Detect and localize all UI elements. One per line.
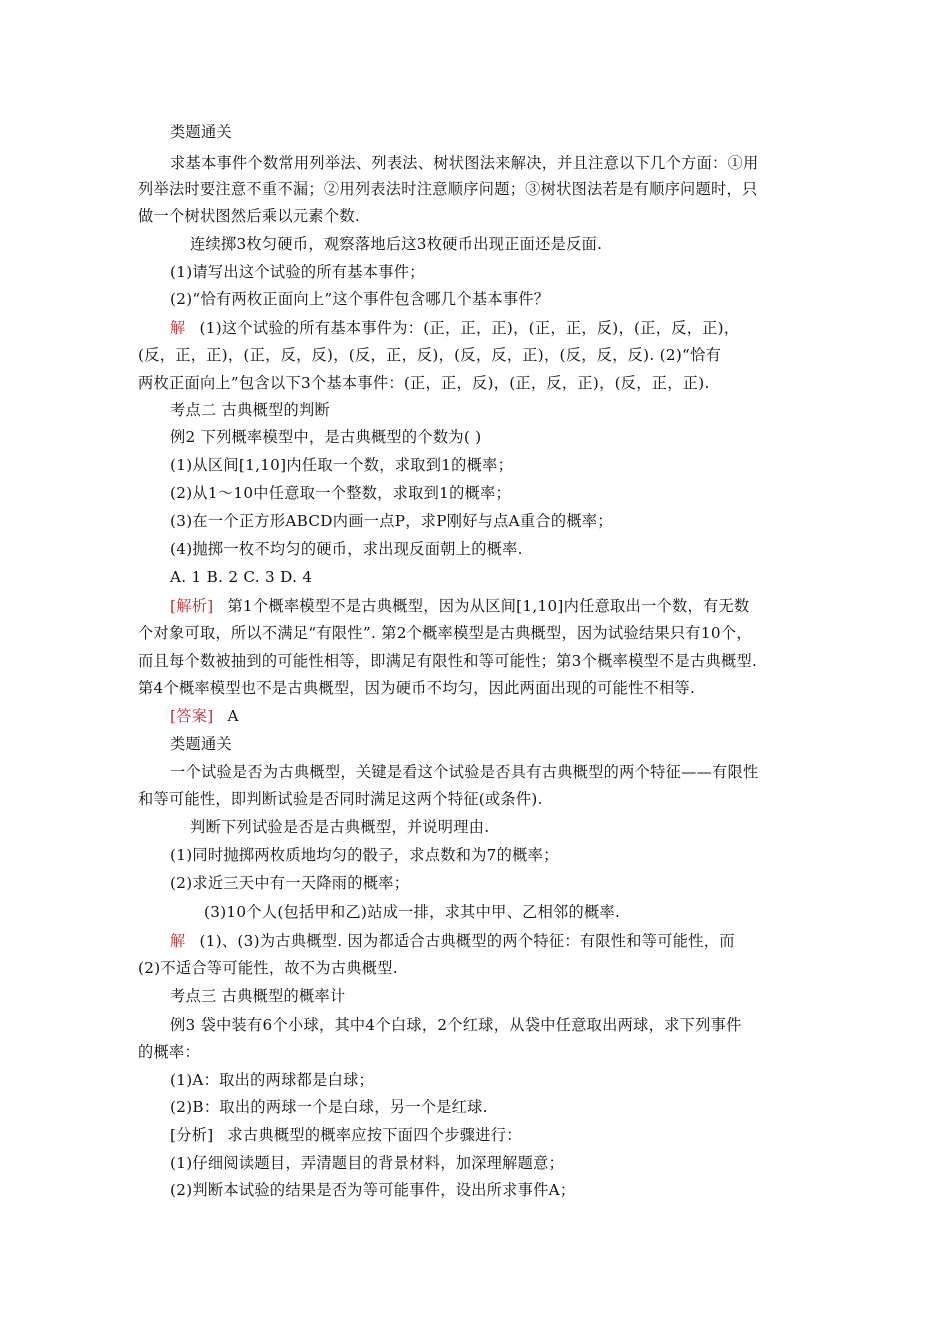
solution-line: [170, 929, 850, 953]
solution-label: 解: [170, 319, 186, 337]
analysis-line: [170, 594, 850, 618]
solution-line: (反，正，正)，(正，反，反)，(反，正，反)，(反，反，正)，(反，反，反). (2)“恰有: [138, 346, 722, 364]
answer-options: A. 1 B. 2 C. 3 D. 4: [170, 568, 313, 586]
analysis-line: 而且每个数被抽到的可能性相等，即满足有限性和等可能性；第3个概率模型不是古典概型.: [138, 652, 758, 670]
step-item: (1)仔细阅读题目，弄清题目的背景材料，加深理解题意；: [170, 1154, 565, 1172]
example-item: (1)A：取出的两球都是白球；: [170, 1071, 375, 1089]
solution-line: [170, 316, 850, 340]
example-title: 例2 下列概率模型中，是古典概型的个数为( ): [170, 428, 482, 446]
heading-tips-2: 类题通关: [170, 735, 232, 753]
analysis-text: 求古典概型的概率应按下面四个步骤进行：: [227, 1126, 522, 1144]
section-heading-3: 考点三 古典概型的概率计: [170, 987, 346, 1005]
heading-tips-1: 类题通关: [170, 123, 232, 141]
section-heading-2: 考点二 古典概型的判断: [170, 401, 331, 419]
analysis-line: [170, 1123, 850, 1147]
question-item-2: (2)“恰有两枚正面向上”这个事件包含哪几个基本事件？: [170, 290, 550, 308]
answer-line: [170, 704, 850, 728]
exercise-line: 判断下列试验是否是古典概型，并说明理由.: [190, 818, 490, 836]
solution-text: (1)、(3)为古典概型. 因为都适合古典概型的两个特征：有限性和等可能性，而: [199, 932, 735, 950]
example-item: (1)从区间[1,10]内任取一个数，求取到1的概率；: [170, 456, 514, 474]
example-item: (2)从1～10中任意取一个整数，求取到1的概率；: [170, 484, 512, 502]
analysis-line: 第4个概率模型也不是古典概型，因为硬币不均匀，因此两面出现的可能性不相等.: [138, 679, 696, 697]
paragraph-line: 一个试验是否为古典概型，关键是看这个试验是否具有古典概型的两个特征——有限性: [170, 763, 759, 781]
solution-line: (2)不适合等可能性，故不为古典概型.: [138, 959, 398, 977]
step-item: (2)判断本试验的结果是否为等可能事件，设出所求事件A；: [170, 1181, 576, 1199]
paragraph-line: 做一个树状图然后乘以元素个数.: [138, 207, 360, 225]
example-title: 例3 袋中装有6个小球，其中4个白球，2个红球，从袋中任意取出两球，求下列事件: [170, 1016, 742, 1034]
example-item: (4)抛掷一枚不均匀的硬币，求出现反面朝上的概率.: [170, 540, 523, 558]
solution-label: 解: [170, 932, 186, 950]
example-item: (2)B：取出的两球一个是白球，另一个是红球.: [170, 1098, 488, 1116]
example-line: 的概率：: [138, 1043, 200, 1061]
analysis-label: [解析]: [170, 597, 214, 615]
exercise-item: (1)同时抛掷两枚质地均匀的骰子，求点数和为7的概率；: [170, 846, 559, 864]
analysis-label: [分析]: [170, 1126, 214, 1144]
exercise-item: (3)10个人(包括甲和乙)站成一排，求其中甲、乙相邻的概率.: [204, 903, 621, 921]
example-item: (3)在一个正方形ABCD内画一点P，求P刚好与点A重合的概率；: [170, 512, 613, 530]
exercise-item: (2)求近三天中有一天降雨的概率；: [170, 874, 410, 892]
paragraph-line: 列举法时要注意不重不漏；②用列表法时注意顺序问题；③树状图法若是有顺序问题时，只: [138, 180, 758, 198]
exercise-line: 连续掷3枚匀硬币，观察落地后这3枚硬币出现正面还是反面.: [190, 235, 603, 253]
analysis-text: 第1个概率模型不是古典概型，因为从区间[1,10]内任意取出一个数，有无数: [227, 597, 750, 615]
paragraph-line: 求基本事件个数常用列举法、列表法、树状图法来解决，并且注意以下几个方面：①用: [170, 154, 759, 172]
answer-label: [答案]: [170, 707, 214, 725]
answer-value: A: [227, 707, 239, 725]
solution-text: (1)这个试验的所有基本事件为：(正，正，正)，(正，正，反)，(正，反，正)，: [199, 319, 740, 337]
solution-line: 两枚正面向上”包含以下3个基本事件：(正，正，反)，(正，反，正)，(反，正，正).: [138, 374, 710, 392]
paragraph-line: 和等可能性，即判断试验是否同时满足这两个特征(或条件).: [138, 790, 543, 808]
analysis-line: 个对象可取，所以不满足“有限性”. 第2个概率模型是古典概型，因为试验结果只有10个，: [138, 624, 752, 642]
question-item-1: (1)请写出这个试验的所有基本事件；: [170, 263, 425, 281]
